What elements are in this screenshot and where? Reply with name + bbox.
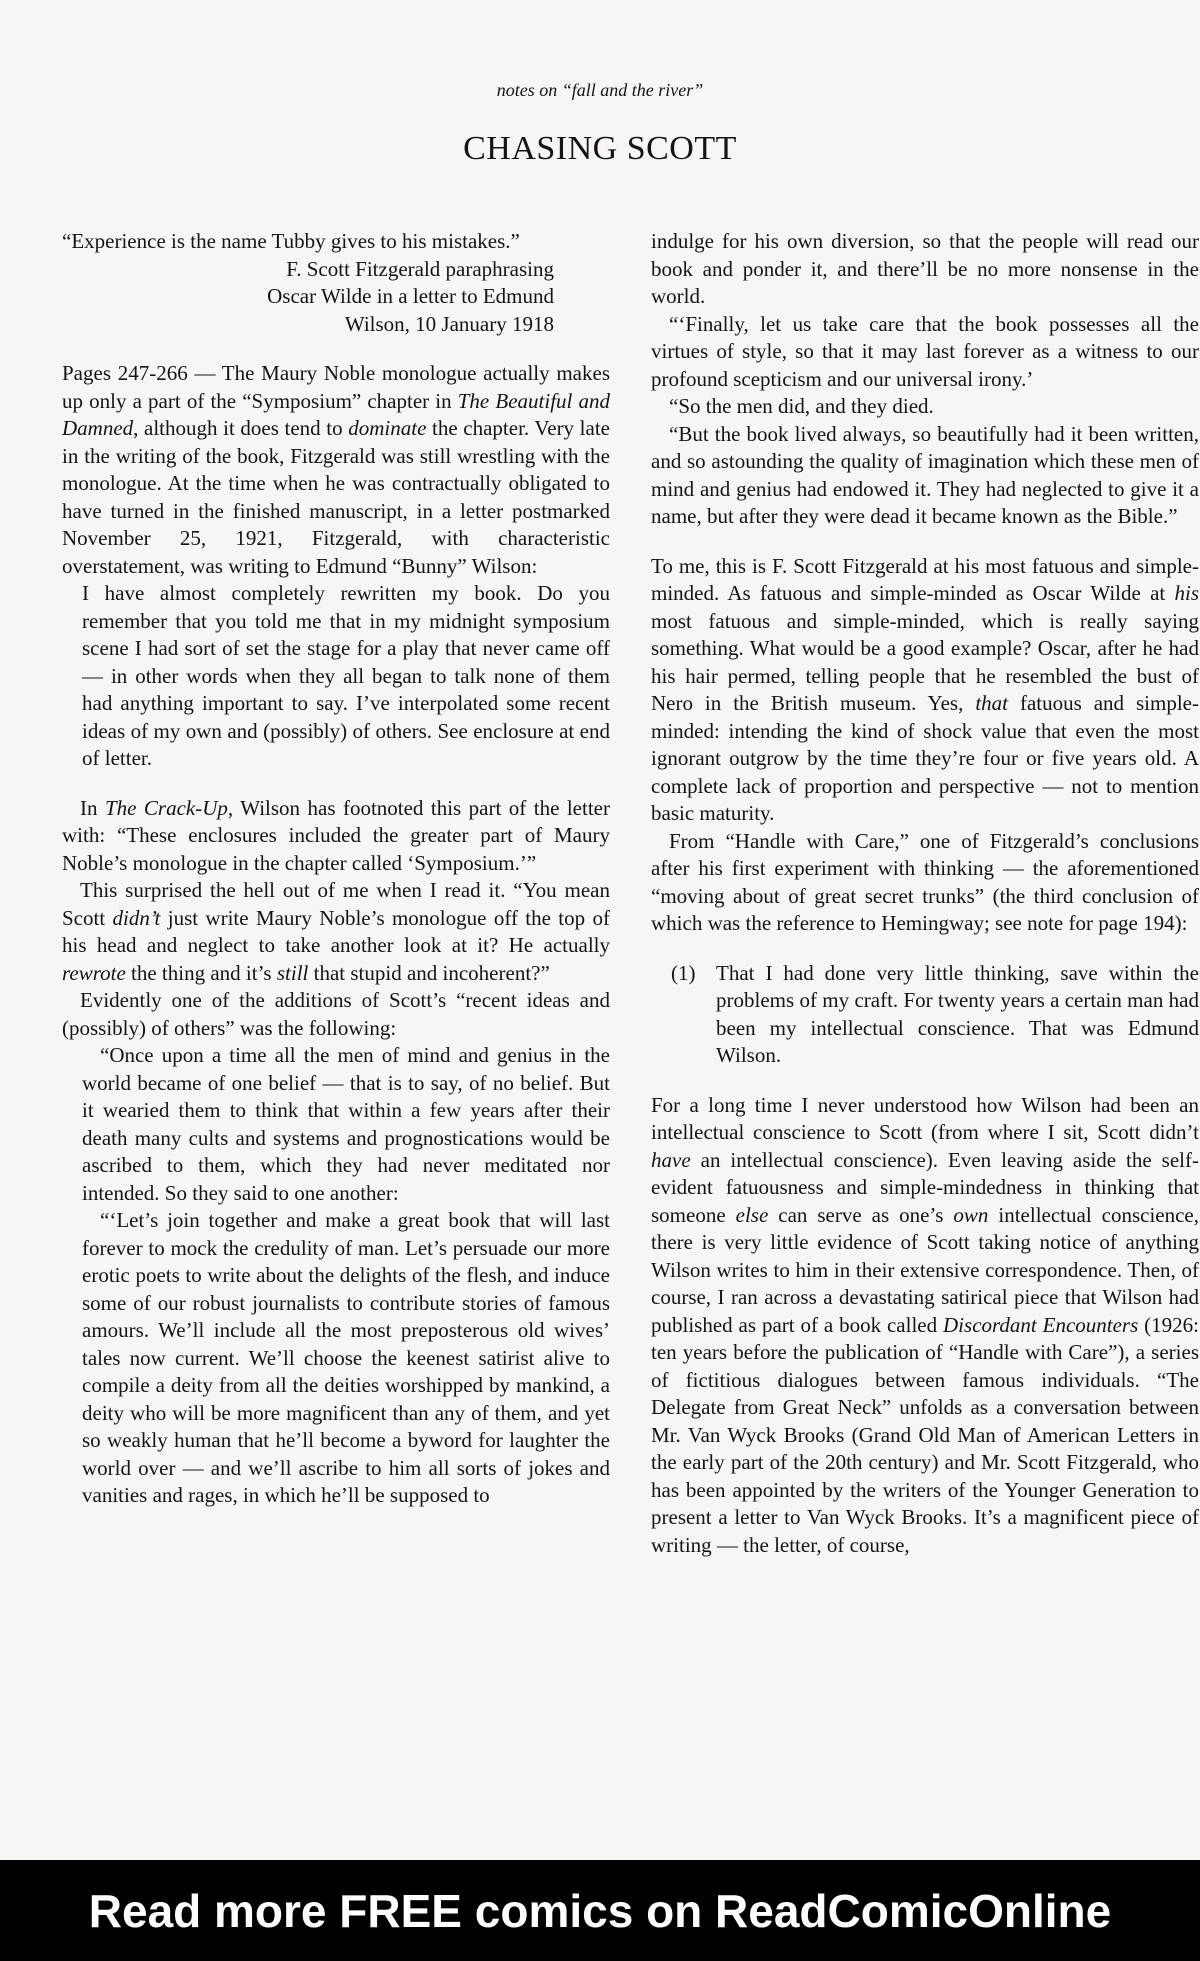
bible-quote-5: “So the men did, and they died.	[669, 394, 934, 418]
bible-quote-1: “Once upon a time all the men of mind and genius in the world became of one belief — that is to say, of no belief. But it wearied them to think that within a few years after their death many cults and systems and prognostications would be ascribed to them, which they had never meditated nor intended. So they said to one another:	[82, 1043, 610, 1205]
list-text: That I had done very little thinking, save within the problems of my craft. For twenty years a certain man had been my intellectual conscience. That was Edmund Wilson.	[716, 960, 1199, 1067]
paragraph-wilson-conscience: For a long time I never understood how Wilson had been an intellectual conscience to Scott (from where I sit, Scott didn’t have an intellectual conscience). Even leaving aside the self-evident fatuousness and simple-mindedness in thinking that someone else can serve as one’s own intellectual conscience, there is very little evidence of Scott taking notice of anything Wilson writes to him in their extensive correspondence. Then, of course, I ran across a devastating satirical piece that Wilson had published as part of a book called Discordant Encounters (1926: ten years before the publication of “Handle with Care”), a series of fictitious dialogues between famous individuals. “The Delegate from Great Neck” unfolds as a conversation between Mr. Van Wyck Brooks (Grand Old Man of American Letters in the early part of the 20th century) and Mr. Scott Fitzgerald, who has been appointed by the writers of the Younger Generation to present a letter to Van Wyck Brooks. It’s a magnificent piece of writing — the letter, of course,	[651, 1092, 1200, 1557]
paragraph-crack-up: In The Crack-Up, Wilson has footnoted this part of the letter with: “These enclosures included the greater part of Maury Noble’s monologue in the chapter called ‘Symposium.’”	[62, 795, 610, 875]
paragraph-evidently: Evidently one of the additions of Scott’s “recent ideas and (possibly) of others” was the following:	[62, 988, 610, 1040]
paragraph-pages-247-266: Pages 247-266 — The Maury Noble monologue actually makes up only a part of the “Symposium” chapter in The Beautiful and Damned, although it does tend to dominate the chapter. Very late in the writing of the book, Fitzgerald was still wrestling with the monologue. At the time when he was contractually obligated to have turned in the finished manuscript, in a letter postmarked November 25, 1921, Fitzgerald, with characteristic overstatement, was writing to Edmund “Bunny” Wilson:	[62, 361, 610, 578]
bible-quote-6: “But the book lived always, so beautifully had it been written, and so astounding the quality of imagination which these men of mind and genius had endowed it. They had neglected to give it a name, but after they were dead it became known as the Bible.”	[651, 421, 1199, 528]
paragraph-fatuous: To me, this is F. Scott Fitzgerald at his most fatuous and simple-minded. As fatuous and simple-minded as Oscar Wilde at his most fatuous and simple-minded, which is really saying something. What would be a good example? Oscar, after he had his hair permed, telling people that he resembled the bust of Nero in the British museum. Yes, that fatuous and simple-minded: intending the kind of shock value that even the most ignorant outgrow by the time they’re four or five years old. A complete lack of proportion and perspective — not to mention basic maturity.	[651, 553, 1199, 825]
bible-quote-3: indulge for his own diversion, so that the people will read our book and ponder it, and there’ll be no more nonsense in the world.	[651, 229, 1199, 308]
epigraph-attribution-3: Wilson, 10 January 1918	[344, 311, 554, 336]
right-column	[651, 228, 1199, 1559]
epigraph-attribution-2: Oscar Wilde in a letter to Edmund	[267, 284, 554, 308]
paragraph-handle-with-care: From “Handle with Care,” one of Fitzgerald’s conclusions after his first experiment with thinking — the aforementioned “moving about of great secret trunks” (the third conclusion of which was the reference to Hemingway; see note for page 194):	[651, 828, 1199, 935]
page-title: CHASING SCOTT	[463, 130, 737, 167]
letter-blockquote: I have almost completely rewritten my book. Do you remember that you told me that in my midnight symposium scene I had sort of set the stage for a play that never came off — in other words when they all began to talk none of them had anything important to say. I’ve interpolated some recent ideas of my own and (possibly) of others. See enclosure at end of letter.	[82, 581, 610, 770]
left-column	[62, 228, 610, 1510]
running-head: notes on “fall and the river”	[496, 80, 704, 100]
promo-banner-link[interactable]: Read more FREE comics on ReadComicOnline	[0, 1860, 1200, 1961]
paragraph-surprised: This surprised the hell out of me when I read it. “You mean Scott didn’t just write Maury Noble’s monologue off the top of his head and neglect to take another look at it? He actually rewrote the thing and it’s still that stupid and incoherent?”	[62, 878, 610, 985]
bible-quote-2: “‘Let’s join together and make a great book that will last forever to mock the credulity of man. Let’s persuade our more erotic poets to write about the delights of the flesh, and induce some of our robust journalists to contribute stories of famous amours. We’ll include all the most preposterous old wives’ tales now current. We’ll choose the keenest satirist alive to compile a deity from all the deities worshipped by mankind, a deity who will be more magnificent than any of them, and yet so weakly human that he’ll become a byword for laughter the world over — and we’ll ascribe to him all sorts of jokes and vanities and rages, in which he’ll be supposed to	[82, 1208, 610, 1507]
list-number: (1)	[671, 960, 696, 985]
epigraph-attribution-1: F. Scott Fitzgerald paraphrasing	[286, 256, 554, 281]
epigraph-quote: “Experience is the name Tubby gives to his mistakes.”	[62, 229, 520, 253]
bible-quote-4: “‘Finally, let us take care that the book possesses all the virtues of style, so that it may last forever as a witness to our profound scepticism and our universal irony.’	[651, 311, 1199, 391]
numbered-list-item	[671, 960, 1199, 1070]
